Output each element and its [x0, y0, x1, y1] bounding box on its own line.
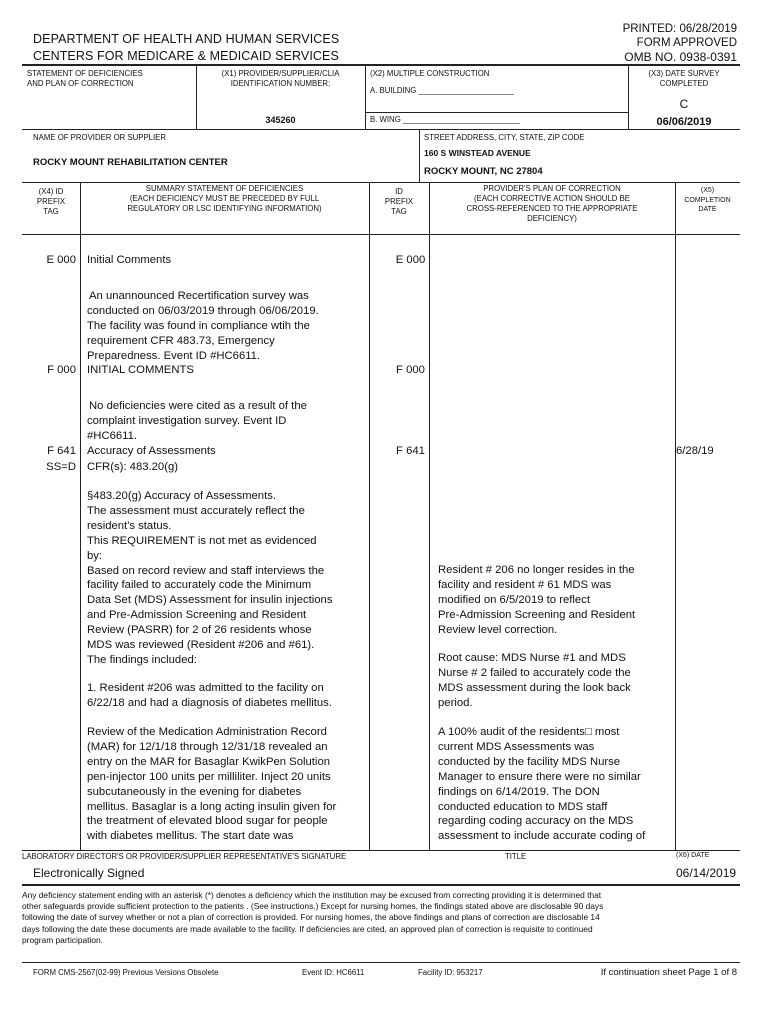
rule [80, 182, 81, 850]
summary-paragraph-1: An unannounced Recertification survey was conducted on 06/03/2019 through 06/06/2019. The facility was found in compliance wtih the requirement CFR 483.73, Emergency Preparedness. Event ID #HC6611. [87, 290, 319, 362]
rule [22, 64, 740, 66]
wing-field: B. WING ___________________________ [370, 115, 520, 124]
x5-header: (X5) COMPLETION DATE [684, 187, 731, 213]
plan-paragraph-1: Resident # 206 no longer resides in the facility and resident # 61 MDS was modified on 6/5/2019 to reflect Pre-Admission Screening and Resident Review level correction. [438, 564, 636, 636]
initial-comments-heading: Initial Comments [87, 254, 172, 266]
form-approved: FORM APPROVED [636, 37, 737, 49]
tag-e000-left: E 000 [46, 254, 76, 266]
summary-paragraph-3: §483.20(g) Accuracy of Assessments. The assessment must accurately reflect the resident's status. This REQUIREMENT is not met as evidenced by: Based on record review and staff interviews the facility failed to accurately code the Minimum Data Set (MDS) Assessment for insulin injections and Pre-Admission Screening and Resident Review (PASRR) for 2 of 26 residents whose MDS was reviewed (Resident #206 and #61). The findings included: [87, 490, 333, 666]
page-number: If continuation sheet Page 1 of 8 [600, 967, 737, 978]
tag-f000-right: F 000 [396, 364, 425, 376]
rule [365, 64, 366, 129]
date-label: (X6) DATE [676, 852, 710, 859]
city-state-zip: ROCKY MOUNT, NC 27804 [424, 166, 543, 177]
signature-label: LABORATORY DIRECTOR'S OR PROVIDER/SUPPLIER REPRESENTATIVE'S SIGNATURE [22, 852, 347, 861]
completion-date: 6/28/19 [676, 445, 714, 457]
street-address: 160 S WINSTEAD AVENUE [424, 148, 531, 158]
rule [22, 884, 740, 886]
signature-value: Electronically Signed [33, 866, 145, 880]
printed-date: PRINTED: 06/28/2019 [622, 23, 737, 35]
rule [22, 962, 740, 963]
event-id: Event ID: HC6611 [302, 968, 365, 977]
rule [365, 112, 628, 113]
rule [22, 234, 740, 235]
rule [429, 182, 430, 850]
severity-code: SS=D [46, 461, 76, 473]
rule [369, 182, 370, 850]
title-label: TITLE [505, 852, 527, 861]
summary-paragraph-4: 1. Resident #206 was admitted to the facility on 6/22/18 and had a diagnosis of diabetes mellitus. [87, 682, 332, 709]
plan-header: PROVIDER'S PLAN OF CORRECTION (EACH CORRECTIVE ACTION SHOULD BE CROSS-REFERENCED TO THE APPROPRIATE DEFICIENCY) [466, 184, 638, 223]
facility-id: Facility ID: 953217 [418, 968, 483, 977]
form-number: FORM CMS-2567(02-99) Previous Versions Obsolete [33, 968, 219, 977]
x2-label: (X2) MULTIPLE CONSTRUCTION [370, 69, 490, 78]
survey-code: C [679, 97, 689, 111]
cfr-reference: CFR(s): 483.20(g) [87, 461, 179, 473]
summary-paragraph-5: Review of the Medication Administration Record (MAR) for 12/1/18 through 12/31/18 revealed an entry on the MAR for Basaglar KwikPen Solution pen-injector 100 units per milliliter. Inject 20 units subcutaneously in the evening for diabetes mellitus. Basaglar is a long acting insulin given for the treatment of elevated blood sugar for people with diabetes mellitus. The start date was [87, 726, 337, 843]
rule [22, 182, 740, 183]
provider-label: NAME OF PROVIDER OR SUPPLIER [33, 133, 167, 142]
plan-paragraph-3: A 100% audit of the residents□ most current MDS Assessments was conducted by the facility MDS Nurse Manager to ensure there were no similar findings on 6/14/2019. The DON conducted education to MDS staff regarding coding accuracy on the MDS assessment to include accurate coding of [438, 726, 646, 843]
accuracy-heading: Accuracy of Assessments [87, 445, 216, 457]
x3-label: (X3) DATE SURVEY COMPLETED [648, 69, 720, 88]
summary-header: SUMMARY STATEMENT OF DEFICIENCIES (EACH DEFICIENCY MUST BE PRECEDED BY FULL REGULATORY OR LSC IDENTIFYING INFORMATION) [127, 184, 322, 213]
agency-title: CENTERS FOR MEDICARE & MEDICAID SERVICES [33, 49, 339, 63]
omb-number: OMB NO. 0938-0391 [624, 50, 737, 64]
tag-f641-right: F 641 [396, 445, 425, 457]
initial-comments-caps: INITIAL COMMENTS [87, 364, 194, 376]
id-header: ID PREFIX TAG [384, 187, 414, 216]
tag-f641-left: F 641 [47, 445, 76, 457]
address-label: STREET ADDRESS, CITY, STATE, ZIP CODE [424, 133, 585, 142]
provider-id: 345260 [265, 115, 296, 125]
rule [419, 129, 420, 182]
plan-paragraph-2: Root cause: MDS Nurse #1 and MDS Nurse # 2 failed to accurately code the MDS assessment during the look back period. [438, 652, 631, 709]
rule [22, 129, 740, 130]
signature-date: 06/14/2019 [676, 866, 737, 880]
x4-header: (X4) ID PREFIX TAG [36, 187, 66, 216]
rule [22, 850, 740, 851]
summary-paragraph-2: No deficiencies were cited as a result of the complaint investigation survey. Event ID #HC6611. [87, 400, 307, 442]
rule [675, 182, 676, 850]
department-title: DEPARTMENT OF HEALTH AND HUMAN SERVICES [33, 32, 340, 46]
provider-name: ROCKY MOUNT REHABILITATION CENTER [33, 157, 228, 168]
tag-f000-left: F 000 [47, 364, 76, 376]
building-field: A. BUILDING ______________________ [370, 86, 514, 95]
statement-label: STATEMENT OF DEFICIENCIES AND PLAN OF CORRECTION [27, 69, 143, 88]
survey-date: 06/06/2019 [656, 116, 712, 128]
tag-e000-right: E 000 [395, 254, 426, 266]
disclaimer: Any deficiency statement ending with an asterisk (*) denotes a deficiency which the institution may be excused from correcting providing it is determined that other safeguards provide sufficient protection to the patients . (See instructions.) Except for nursing homes, the findings stated above are disclosable 90 days following the date of survey whether or not a plan of correction is provided. For nursing homes, the above findings and plans of correction are disclosable 14 days following the date these documents are made available to the facility. If deficiencies are cited, an approved plan of correction is requisite to continued program participation. [22, 890, 604, 945]
x1-label: (X1) PROVIDER/SUPPLIER/CLIA IDENTIFICATION NUMBER: [221, 69, 340, 88]
